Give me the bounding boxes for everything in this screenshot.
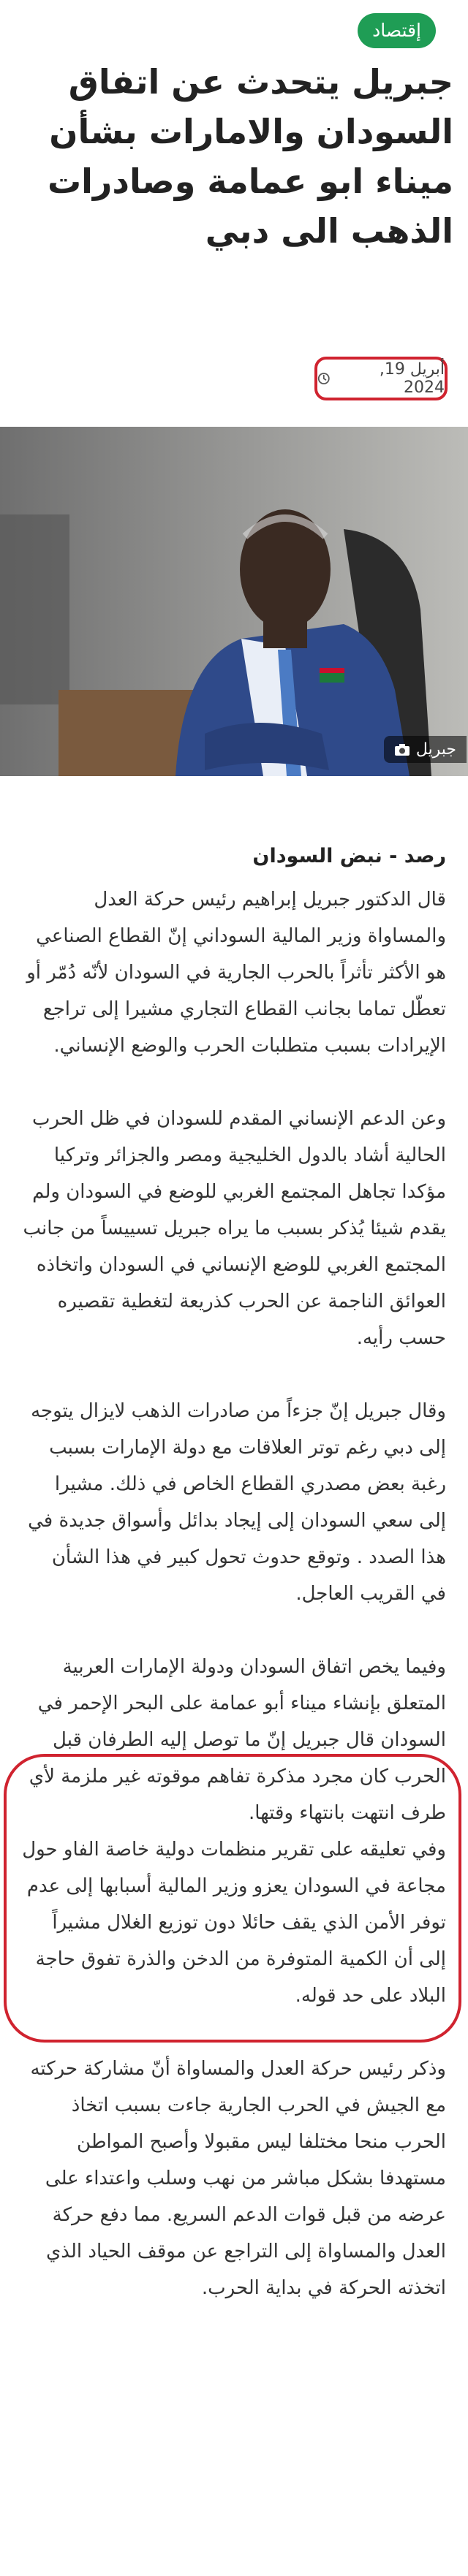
- article-hero-image: [0, 427, 468, 776]
- article-paragraph-4: وفيما يخص اتفاق السودان ودولة الإمارات العربية المتعلق بإنشاء ميناء أبو عمامة على البحر الإحمر في السودان قال جبريل إنّ ما توصل إليه الطرفان قبل الحرب كان مجرد مذكرة تفاهم موقوته غير ملزمة لأي طرف انتهت بانتهاء وقتها.: [29, 1656, 446, 1824]
- article-paragraph-2: وعن الدعم الإنساني المقدم للسودان في ظل الحرب الحالية أشاد بالدول الخليجية ومصر والجزائر وتركيا مؤكدا تجاهل المجتمع الغربي للوضع في السودان ولم يقدم شيئا يُذكر بسبب ما يراه جبريل تسييساً من جانب المجتمع الغربي للوضع الإنساني في السودان واتخاذه العوائق الناجمة عن الحرب كذريعة لتغطية تقصيره حسب رأيه.: [23, 1108, 446, 1349]
- article-paragraph-5: وفي تعليقه على تقرير منظمات دولية خاصة الفاو حول مجاعة في السودان يعزو وزير المالية أسبابها إلى عدم توفر الأمن الذي يقف حائلا دون توزيع الغلال مشيراً إلى أن الكمية المتوفرة من الدخن والذرة تفوق حاجة البلاد على حد قوله.: [22, 1839, 446, 2007]
- article-title: جبريل يتحدث عن اتفاق السودان والامارات بشأن ميناء ابو عمامة وصادرات الذهب الى دبي: [47, 62, 453, 251]
- photo-credit-text: جبريل: [415, 740, 456, 759]
- article-paragraph-1: قال الدكتور جبريل إبراهيم رئيس حركة العدل والمساواة وزير المالية السوداني إنّ القطاع الصناعي هو الأكثر تأثراً بالحرب الجارية في السودان لأنّه دُمّر أو تعطّل تماما بجانب القطاع التجاري مشيرا إلى تراجع الإيرادات بسبب متطلبات الحرب والوضع الإنساني.: [26, 889, 446, 1057]
- publish-date: [314, 357, 448, 400]
- article-paragraph-3: وقال جبريل إنّ جزءاً من صادرات الذهب لايزال يتوجه إلى دبي رغم توتر العلاقات مع دولة الإمارات بسبب رغبة بعض مصدري القطاع الخاص في ذلك. مشيرا إلى سعي السودان إلى إيجاد بدائل وأسواق جديدة في هذا الصدد . وتوقع حدوث تحول كبير في هذا الشأن في القريب العاجل.: [28, 1400, 446, 1605]
- photo-credit: [384, 736, 467, 763]
- camera-icon: [394, 743, 410, 756]
- category-badge[interactable]: إقتصاد: [358, 13, 436, 48]
- article-paragraph-6: وذكر رئيس حركة العدل والمساواة أنّ مشاركة حركته مع الجيش في الحرب الجارية جاءت بسبب اتخاذ الحرب منحا مختلفا ليس مقبولا وأصبح المواطن مستهدفا بشكل مباشر من نهب وسلب واعتداء على عرضه من قبل قوات الدعم السريع. مما دفع حركة العدل والمساواة إلى التراجع عن موقف الحياد الذي اتخذته الحركة في بداية الحرب.: [30, 2058, 446, 2299]
- date-text: أبريل 19, 2024: [379, 360, 445, 397]
- clock-icon: [317, 372, 331, 385]
- article-source: رصد - نبض السودان: [252, 845, 446, 867]
- hero-photo: [0, 427, 468, 776]
- article-body: [22, 840, 446, 2306]
